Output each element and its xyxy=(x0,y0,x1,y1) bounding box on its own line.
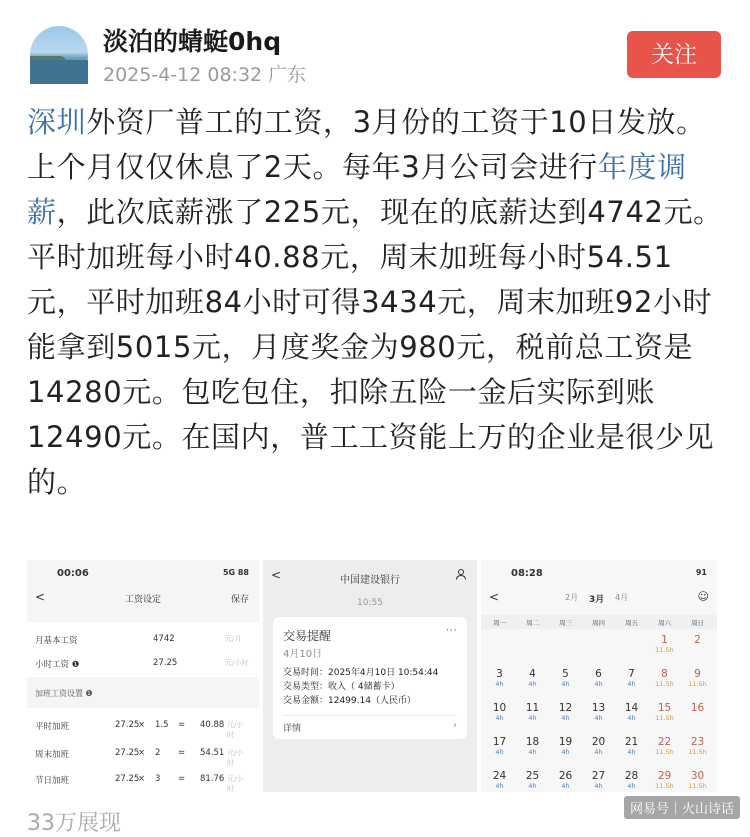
day-number: 1 xyxy=(661,634,668,646)
view-count: 33万展现 xyxy=(27,811,121,836)
overtime-hours: 4h xyxy=(627,782,636,790)
weekday-label: 周日 xyxy=(691,619,704,627)
calendar-day[interactable] xyxy=(483,734,516,766)
overtime-hours: 4h xyxy=(495,748,504,756)
overtime-hours: 4h xyxy=(594,748,603,756)
day-number: 19 xyxy=(558,736,573,748)
settings-title: 工资设定 xyxy=(124,595,161,605)
bank-nav xyxy=(263,560,477,596)
post-date: 2025-4-12 08:32 xyxy=(103,64,263,86)
overtime-hours: 4h xyxy=(495,714,504,722)
post-text-1: 外资厂普工的工资，3月份的工资于10日发放。上个月仅仅休息了2天。每年3月公司会进行 xyxy=(27,105,706,184)
more-icon: ··· xyxy=(445,623,457,637)
overtime-hours: 11.5h xyxy=(688,782,707,790)
status-icons: 91 xyxy=(695,568,707,577)
overtime-hours: 4h xyxy=(528,748,537,756)
overtime-hours: 11.5h xyxy=(655,748,674,756)
calendar-day[interactable] xyxy=(648,700,681,732)
detail-label: 详情 xyxy=(283,724,302,734)
calendar-day[interactable] xyxy=(549,700,582,732)
overtime-hours: 4h xyxy=(495,782,504,790)
day-number: 13 xyxy=(591,702,606,714)
day-number: 3 xyxy=(496,668,503,680)
overtime-hours: 4h xyxy=(561,680,570,688)
calendar-day[interactable] xyxy=(681,734,714,766)
transaction-amount: 交易金额：12499.14（人民币） xyxy=(283,696,416,706)
day-number: 18 xyxy=(525,736,540,748)
calendar-day[interactable] xyxy=(516,734,549,766)
overtime-hours: 4h xyxy=(594,680,603,688)
back-icon: < xyxy=(271,568,282,582)
overtime-hours: 11.5h xyxy=(688,748,707,756)
calendar-day[interactable] xyxy=(615,734,648,766)
day-number: 14 xyxy=(624,702,639,714)
save-label: 保存 xyxy=(230,595,249,605)
day-number: 27 xyxy=(591,770,606,782)
calendar-day[interactable] xyxy=(582,666,615,698)
month-prev: 2月 xyxy=(565,593,579,602)
day-number: 16 xyxy=(690,702,705,714)
month-current: 3月 xyxy=(589,595,605,605)
status-icons: 5G 88 xyxy=(222,568,249,577)
calendar-day[interactable] xyxy=(582,734,615,766)
day-number: 20 xyxy=(591,736,606,748)
overtime-hours: 11.5h xyxy=(655,680,674,688)
transaction-title: 交易提醒 xyxy=(283,629,332,643)
calendar-day[interactable] xyxy=(681,700,714,732)
calendar-day[interactable] xyxy=(615,666,648,698)
weekday-header xyxy=(481,615,717,629)
day-number: 7 xyxy=(628,668,635,680)
post-meta xyxy=(103,60,306,87)
calendar-day[interactable] xyxy=(516,768,549,800)
weekday-label: 周三 xyxy=(559,619,572,627)
overtime-hours: 4h xyxy=(561,748,570,756)
overtime-hours: 4h xyxy=(627,714,636,722)
overtime-hours: 4h xyxy=(627,680,636,688)
transaction-time: 交易时间：2025年4月10日 10:54:44 xyxy=(283,668,439,678)
author-name[interactable]: 淡泊的蜻蜓0hq xyxy=(103,27,282,56)
chevron-right-icon: › xyxy=(453,720,457,731)
post-location: 广东 xyxy=(268,64,307,86)
image-gallery xyxy=(27,560,717,792)
overtime-calendar-screenshot[interactable] xyxy=(481,560,717,792)
weekday-label: 周二 xyxy=(526,619,539,627)
day-number: 24 xyxy=(492,770,507,782)
overtime-hours: 4h xyxy=(528,680,537,688)
back-icon: < xyxy=(489,590,500,604)
post-header xyxy=(0,0,750,95)
bank-name: 中国建设银行 xyxy=(340,575,400,586)
overtime-hours: 4h xyxy=(561,782,570,790)
bank-notice-screenshot[interactable] xyxy=(263,560,477,792)
overtime-section-title: 加班工资设置 ❶ xyxy=(35,689,93,698)
calendar-day[interactable] xyxy=(681,632,714,664)
transaction-card xyxy=(273,617,467,739)
topic-link-annual-raise[interactable]: 年度调薪 xyxy=(27,150,687,229)
status-time: 00:06 xyxy=(57,568,89,579)
row-hourly-wage: 小时工资 ❶ 27.25 元/小时 xyxy=(35,658,249,670)
month-switcher xyxy=(481,592,717,608)
overtime-hours: 11.5h xyxy=(655,646,674,654)
overtime-hours: 4h xyxy=(528,714,537,722)
day-number: 22 xyxy=(657,736,672,748)
day-number: 8 xyxy=(661,668,668,680)
row-weekday-ot: 平时加班 27.25 × 1.5 = 40.88 元/小时 xyxy=(35,720,244,739)
person-icon xyxy=(455,568,467,583)
base-salary-card xyxy=(27,622,259,677)
day-number: 6 xyxy=(595,668,602,680)
overtime-hours: 4h xyxy=(594,782,603,790)
post-text-2: ，此次底薪涨了225元，现在的底薪达到4742元。平时加班每小时40.88元，周末加班每小时54.51元，平时加班84小时可得3434元，周末加班92小时能拿到5015元，月度奖金为980元，税前总工资是14280元。包吃包住，扣除五险一金后实际到账12490元。在国内，普工工资能上万的企业是很少见的。 xyxy=(27,195,723,499)
smiley-icon: ☺ xyxy=(697,590,709,603)
calendar-day[interactable] xyxy=(648,734,681,766)
calendar-day[interactable] xyxy=(549,666,582,698)
salary-settings-screenshot[interactable] xyxy=(27,560,259,792)
calendar-day[interactable] xyxy=(516,666,549,698)
back-icon: < xyxy=(35,590,46,604)
calendar-day[interactable] xyxy=(549,734,582,766)
overtime-hours: 4h xyxy=(627,748,636,756)
calendar-day[interactable] xyxy=(615,700,648,732)
message-time: 10:55 xyxy=(357,598,383,608)
follow-button[interactable]: 关注 xyxy=(627,31,721,78)
overtime-hours: 4h xyxy=(594,714,603,722)
overtime-hours: 11.5h xyxy=(688,680,707,688)
post-body xyxy=(27,100,727,505)
calendar-day[interactable] xyxy=(516,700,549,732)
day-number: 21 xyxy=(624,736,639,748)
topic-link-shenzhen[interactable]: 深圳 xyxy=(27,105,87,139)
day-number: 10 xyxy=(492,702,507,714)
day-number: 15 xyxy=(657,702,672,714)
calendar-day[interactable] xyxy=(582,768,615,800)
calendar-day[interactable] xyxy=(648,666,681,698)
weekday-label: 周六 xyxy=(658,619,671,627)
row-holiday-ot: 节日加班 27.25 × 3 = 81.76 元/小时 xyxy=(35,774,244,793)
watermark: 网易号｜火山诗话 xyxy=(624,796,740,819)
day-number: 11 xyxy=(525,702,540,714)
avatar[interactable] xyxy=(30,26,88,84)
overtime-hours: 4h xyxy=(528,782,537,790)
day-number: 29 xyxy=(657,770,672,782)
calendar-day[interactable] xyxy=(483,768,516,800)
row-base-salary: 月基本工资 4742 元/月 xyxy=(35,634,242,646)
row-weekend-ot: 周末加班 27.25 × 2 = 54.51 元/小时 xyxy=(35,748,244,767)
weekday-label: 周四 xyxy=(592,619,605,627)
day-number: 4 xyxy=(529,668,536,680)
month-next: 4月 xyxy=(615,593,629,602)
transaction-date: 4月10日 xyxy=(283,649,323,660)
transaction-type: 交易类型：收入（ 4储蓄卡） xyxy=(283,682,400,692)
overtime-hours: 11.5h xyxy=(655,782,674,790)
day-number: 17 xyxy=(492,736,507,748)
divider xyxy=(283,715,457,716)
overtime-hours: 4h xyxy=(495,680,504,688)
day-number: 2 xyxy=(694,634,701,646)
day-number: 12 xyxy=(558,702,573,714)
calendar-day[interactable] xyxy=(483,700,516,732)
overtime-hours: 4h xyxy=(561,714,570,722)
settings-nav xyxy=(27,590,259,610)
calendar-day[interactable] xyxy=(648,632,681,664)
weekday-label: 周五 xyxy=(625,619,638,627)
status-time: 08:28 xyxy=(511,568,543,579)
overtime-hours: 11.5h xyxy=(655,714,674,722)
calendar-day[interactable] xyxy=(483,666,516,698)
day-number: 30 xyxy=(690,770,705,782)
calendar-day[interactable] xyxy=(681,666,714,698)
calendar-day[interactable] xyxy=(549,768,582,800)
day-number: 26 xyxy=(558,770,573,782)
overtime-card xyxy=(27,708,259,792)
day-number: 5 xyxy=(562,668,569,680)
day-number: 23 xyxy=(690,736,705,748)
weekday-label: 周一 xyxy=(493,619,506,627)
day-number: 9 xyxy=(694,668,701,680)
day-number: 25 xyxy=(525,770,540,782)
calendar-day[interactable] xyxy=(582,700,615,732)
day-number: 28 xyxy=(624,770,639,782)
